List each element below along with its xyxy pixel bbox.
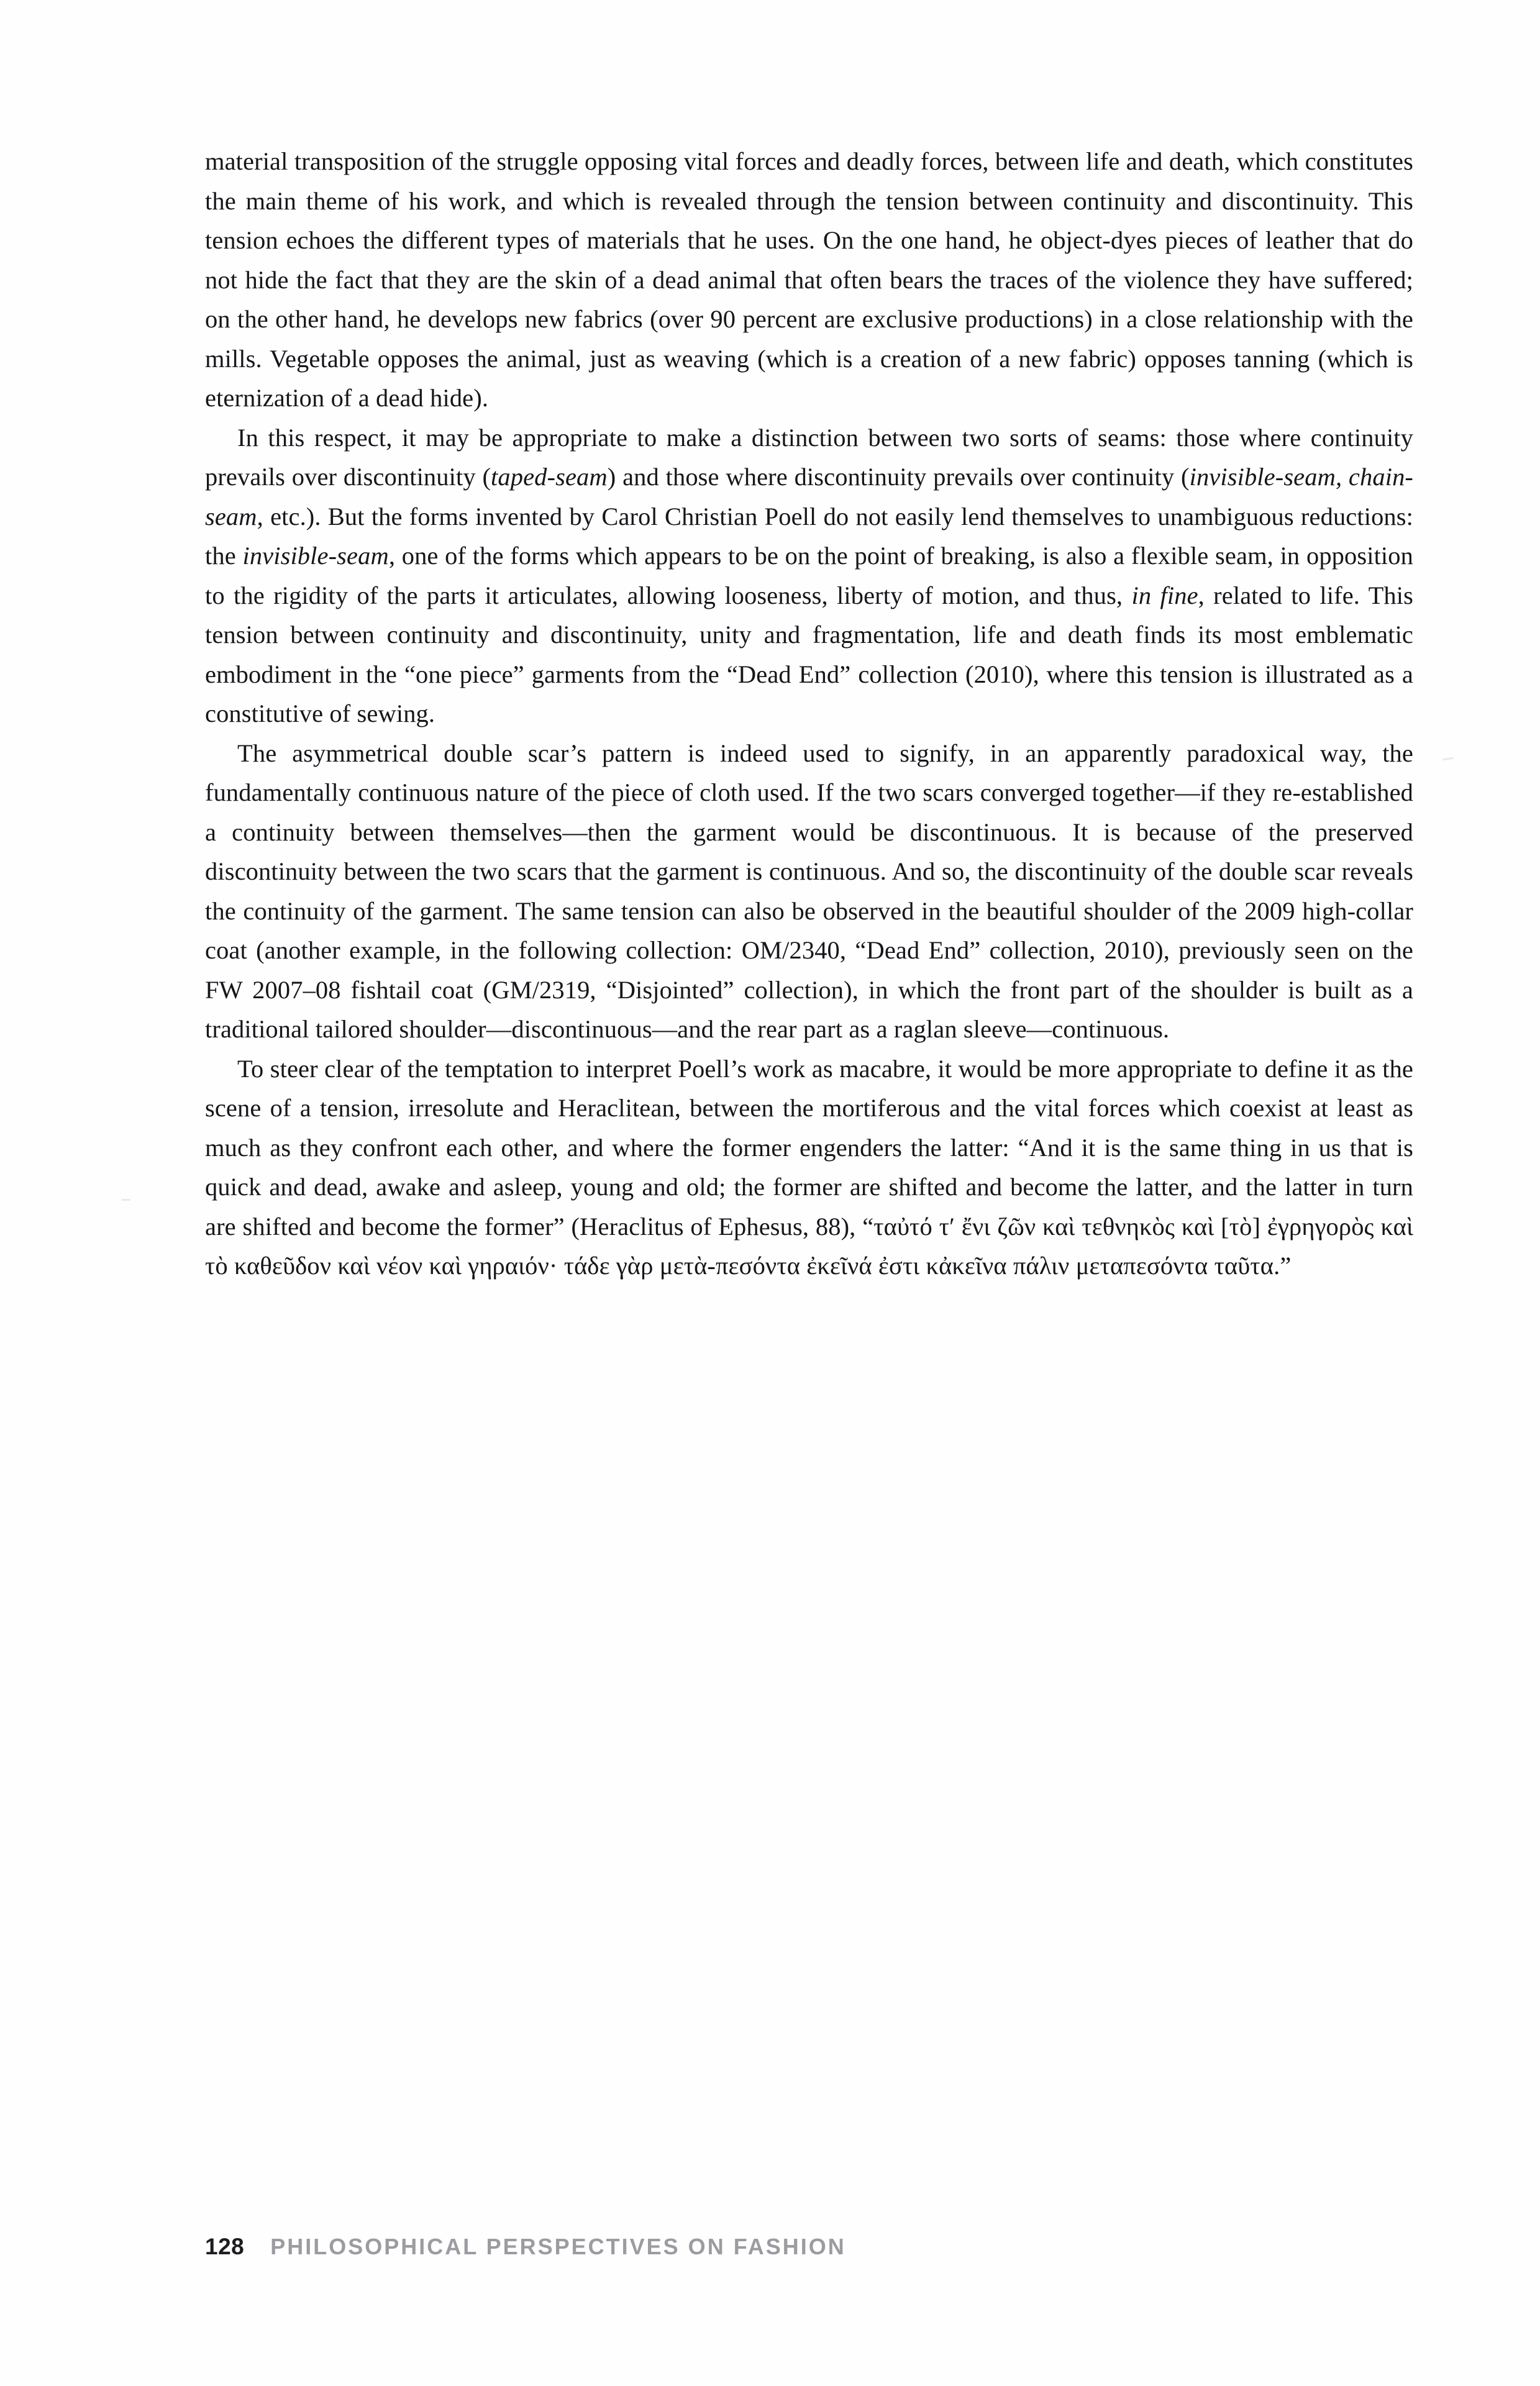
italic-term: in fine (1131, 581, 1198, 609)
text-run: To steer clear of the temptation to interpret Poell’s work as macabre, it would be more appropriate to define it as the scene of a tension, irresolute and Heraclitean, between the mortiferous and the vital forces which coexist at least as much as they confront each other, and where the former engenders the latter: “And it is the same thing in us that is quick and dead, awake and asleep, young and old; the former are shifted and become the latter, and the latter in turn are shifted and become the former” (Heraclitus of Ephesus, 88), “ταὐτό τʹ ἔνι ζῶν καὶ τεθνηκὸς καὶ [τὸ] ἐγρηγορὸς καὶ τὸ καθεῦδον καὶ νέον καὶ γηραιόν· τάδε γὰρ μετὰ-πεσόντα ἐκεῖνά ἐστι κἀκεῖνα πάλιν μεταπεσόντα ταῦτα.” (205, 1054, 1413, 1280)
paragraph (205, 1049, 1413, 1286)
running-head: PHILOSOPHICAL PERSPECTIVES ON FASHION (270, 2234, 846, 2259)
italic-term: invisible-seam, chain-seam (205, 463, 1414, 530)
italic-term: invisible-seam (242, 542, 389, 570)
paragraph (205, 418, 1413, 734)
page-number: 128 (205, 2234, 245, 2259)
italic-term: taped-seam (491, 463, 608, 491)
text-run: , etc.). But the forms invented by Carol Christian Poell do not easily lend themselves to unambiguous reductions: the (205, 502, 1413, 570)
text-run: In this respect, it may be appropriate to make a distinction between two sorts of seams: those where continuity prevails over discontinuity ( (205, 423, 1413, 491)
text-run: ) and those where discontinuity prevails over continuity ( (607, 463, 1190, 491)
scan-artifact-speck (122, 1199, 130, 1201)
scan-artifact-speck (1442, 757, 1454, 760)
text-run: The asymmetrical double scar’s pattern is indeed used to signify, in an apparently paradoxical way, the fundamentally continuous nature of the piece of cloth used. If the two scars converged together—if they re-established a continuity between themselves—then the garment would be discontinuous. It is because of the preserved discontinuity between the two scars that the garment is continuous. And so, the discontinuity of the double scar reveals the continuity of the garment. The same tension can also be observed in the beautiful shoulder of the 2009 high-collar coat (another example, in the following collection: OM/2340, “Dead End” collection, 2010), previously seen on the FW 2007–08 fishtail coat (GM/2319, “Disjointed” collection), in which the front part of the shoulder is built as a traditional tailored shoulder—discontinuous—and the rear part as a raglan sleeve—continuous. (205, 739, 1413, 1043)
text-run: material transposition of the struggle opposing vital forces and deadly forces, between life and death, which constitutes the main theme of his work, and which is revealed through the tension between continuity and discontinuity. This tension echoes the different types of materials that he uses. On the one hand, he object-dyes pieces of leather that do not hide the fact that they are the skin of a dead animal that often bears the traces of the violence they have suffered; on the other hand, he develops new fabrics (over 90 percent are exclusive productions) in a close relationship with the mills. Vegetable opposes the animal, just as weaving (which is a creation of a new fabric) opposes tanning (which is eternization of a dead hide). (205, 147, 1413, 412)
page-footer (205, 2234, 846, 2260)
paragraph (205, 142, 1413, 418)
text-run: , related to life. This tension between continuity and discontinuity, unity and fragmentation, life and death finds its most emblematic embodiment in the “one piece” garments from the “Dead End” collection (2010), where this tension is illustrated as a constitutive of sewing. (205, 581, 1413, 727)
page-body-text-column (205, 142, 1413, 1286)
text-run: , one of the forms which appears to be on the point of breaking, is also a flexible seam, in opposition to the rigidity of the parts it articulates, allowing looseness, liberty of motion, and thus, (205, 542, 1413, 609)
paragraph (205, 734, 1413, 1049)
